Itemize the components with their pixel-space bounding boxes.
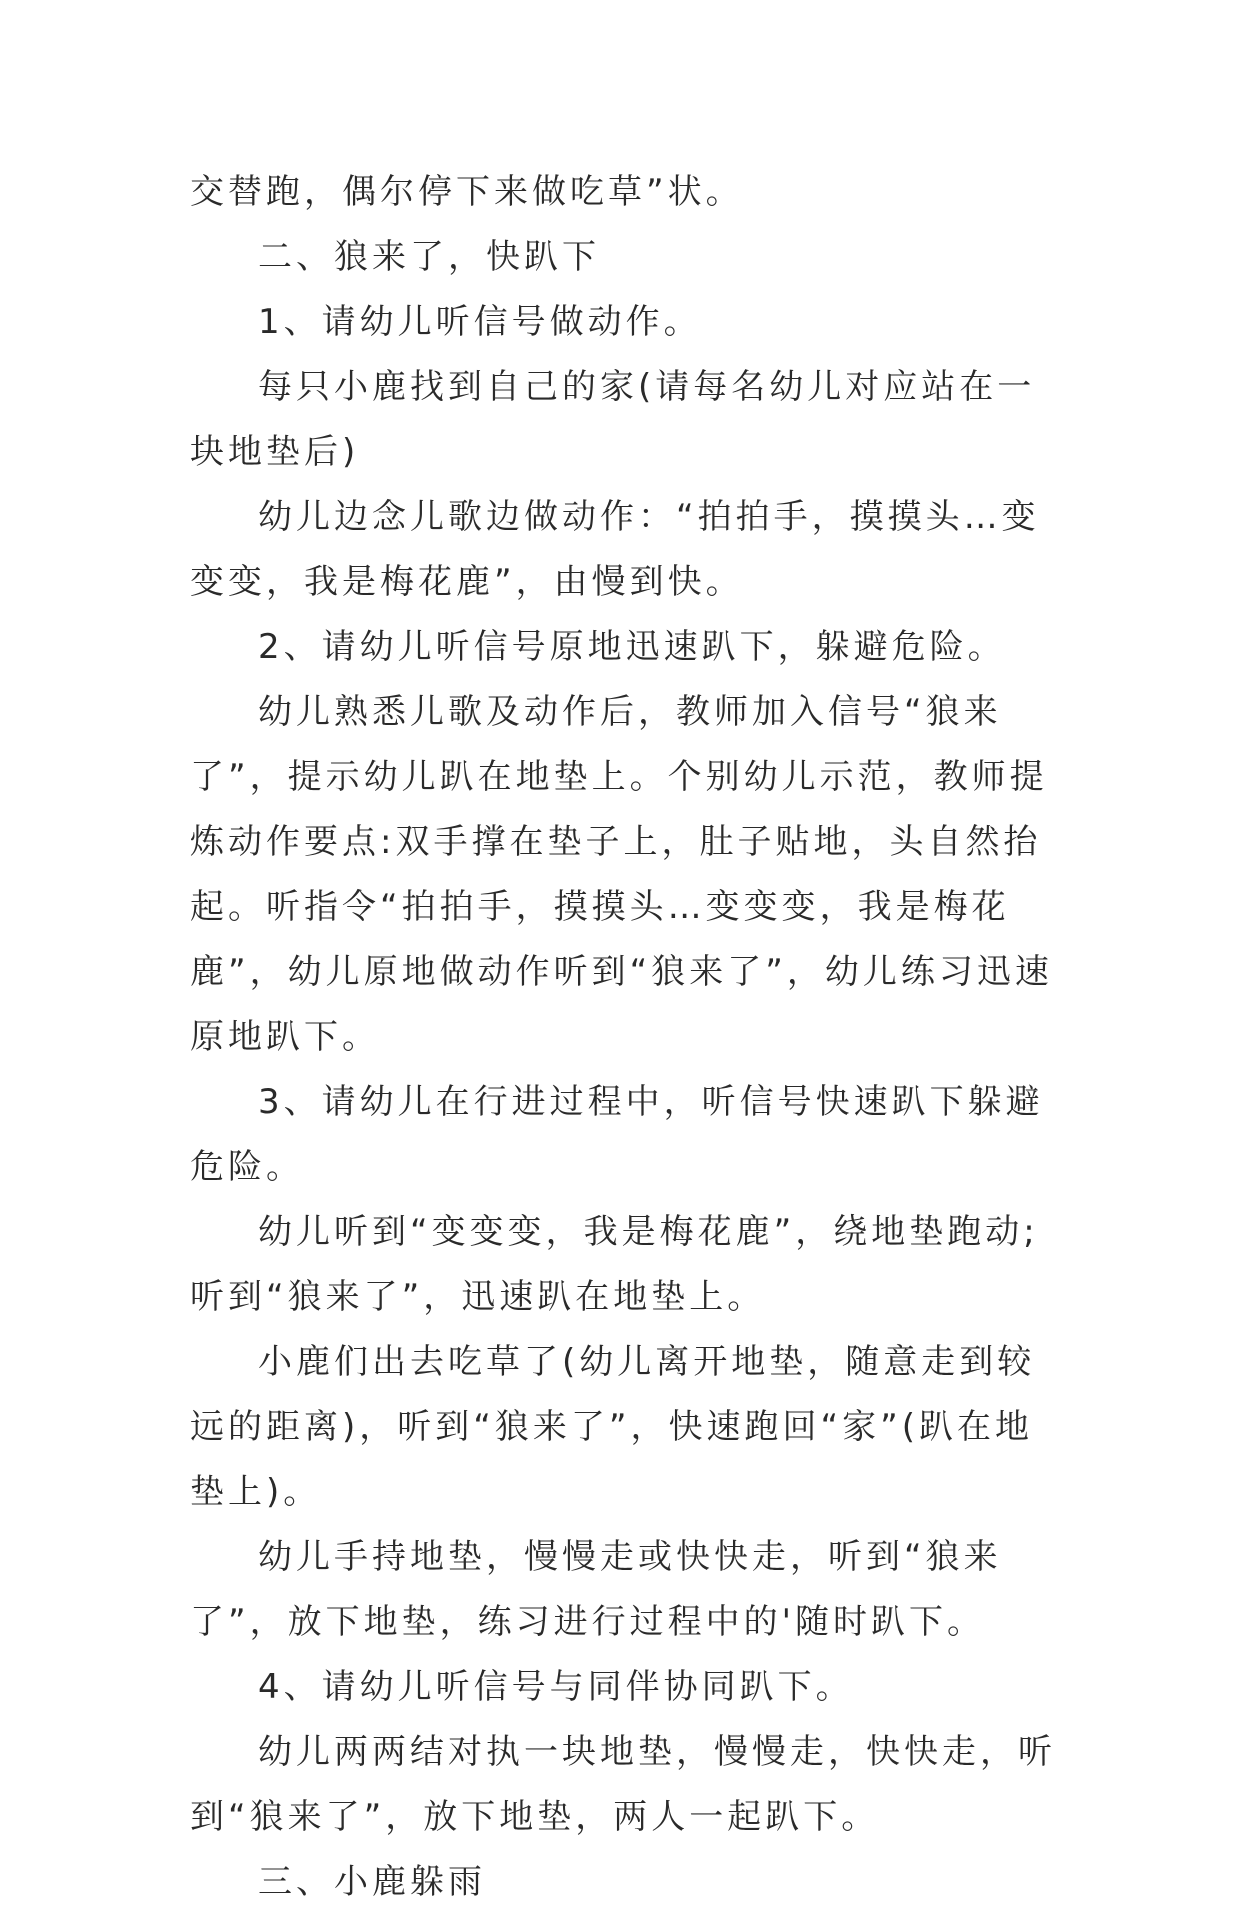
paragraph-1: 交替跑，偶尔停下来做吃草”状。: [190, 172, 744, 212]
paragraph-10: 小鹿们出去吃草了(幼儿离开地垫，随意走到较远的距离)，听到“狼来了”，快速跑回“家”(趴在地垫上)。: [190, 1342, 1036, 1512]
paragraph-7: 幼儿熟悉儿歌及动作后，教师加入信号“狼来了”，提示幼儿趴在地垫上。个别幼儿示范，教师提炼动作要点:双手撑在垫子上，肚子贴地，头自然抬起。听指令“拍拍手，摸摸头…变变变，我是梅花鹿”，幼儿原地做动作听到“狼来了”，幼儿练习迅速原地趴下。: [190, 692, 1053, 1057]
step-heading-4: 4、请幼儿听信号与同伴协同趴下。: [258, 1667, 854, 1707]
document-body: [190, 160, 1070, 1915]
step-heading-1: 1、请幼儿听信号做动作。: [258, 302, 702, 342]
paragraph-13: 幼儿两两结对执一块地垫，慢慢走，快快走，听到“狼来了”，放下地垫，两人一起趴下。: [190, 1732, 1056, 1837]
paragraph-4: 每只小鹿找到自己的家(请每名幼儿对应站在一块地垫后): [190, 367, 1036, 472]
section-heading-2: 二、狼来了，快趴下: [258, 237, 600, 277]
paragraph-11: 幼儿手持地垫，慢慢走或快快走，听到“狼来了”，放下地垫，练习进行过程中的'随时趴下。: [190, 1537, 1002, 1642]
paragraph-5: 幼儿边念儿歌边做动作：“拍拍手，摸摸头…变变变，我是梅花鹿”，由慢到快。: [190, 497, 1040, 602]
paragraph-9: 幼儿听到“变变变，我是梅花鹿”，绕地垫跑动;听到“狼来了”，迅速趴在地垫上。: [190, 1212, 1039, 1317]
section-heading-3: 三、小鹿躲雨: [258, 1862, 486, 1902]
step-heading-3: 3、请幼儿在行进过程中，听信号快速趴下躲避危险。: [190, 1082, 1044, 1187]
step-heading-2: 2、请幼儿听信号原地迅速趴下，躲避危险。: [258, 627, 1006, 667]
